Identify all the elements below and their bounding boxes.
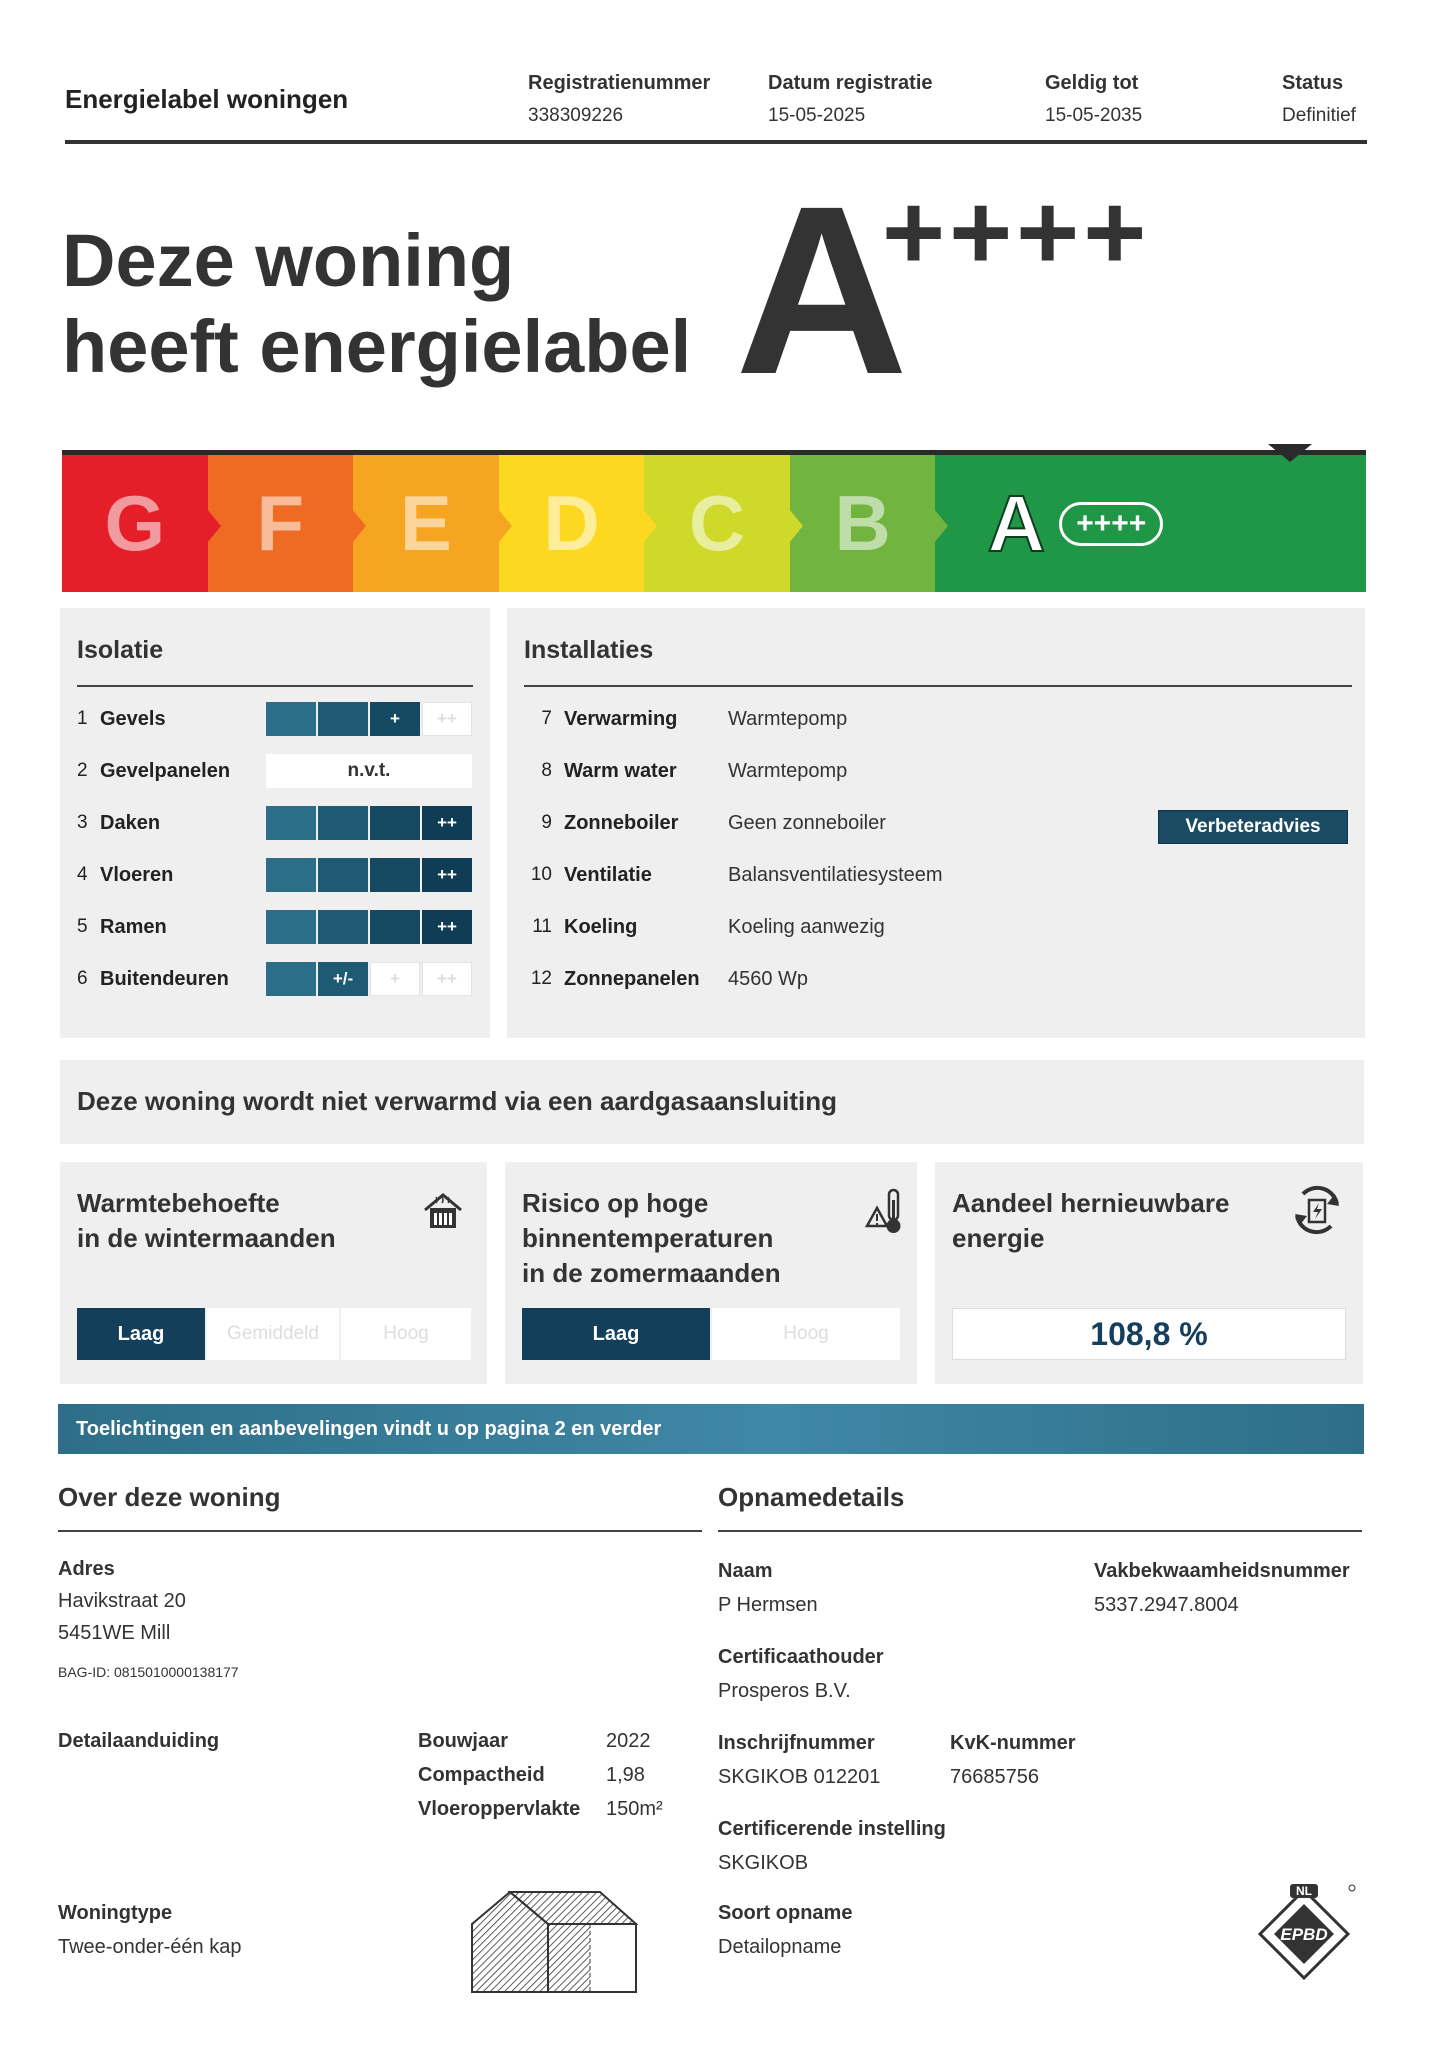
row-number: 7 [541,708,552,729]
level-cell [370,858,420,892]
registratienummer-value: 338309226 [528,105,624,126]
scale-pointer-icon [1268,444,1312,462]
scale-arrow [789,509,803,543]
scale-segment-d [499,455,645,592]
opname-title: Opnamedetails [718,1482,905,1512]
instelling-value: SKGIKOB [718,1852,809,1874]
isolatie-row [77,858,477,892]
geldig-block [1045,72,1142,127]
row-number: 4 [77,864,88,885]
isolatie-row [77,910,477,944]
level-cell [266,702,316,736]
row-label: Verwarming [564,707,678,730]
risico-scale [522,1308,900,1360]
level-mark: ++ [422,806,472,840]
headline [62,218,691,390]
scale-arrow [643,509,657,543]
hernieuwbaar-title [952,1186,1229,1256]
card-title-line: Risico op hoge [522,1188,709,1218]
isolatie-row [77,806,477,840]
insulation-level-bar [266,806,472,840]
row-label: Buitendeuren [100,967,229,990]
installaties-rule [524,685,1352,687]
installatie-row [524,910,1344,944]
bouwjaar-value: 2022 [606,1730,651,1752]
datum-block [768,72,933,127]
row-number: 9 [541,812,552,833]
row-label: Ventilatie [564,863,652,886]
row-number: 1 [77,708,88,729]
card-title-line: Warmtebehoefte [77,1188,280,1218]
woningtype-value: Twee-onder-één kap [58,1936,242,1958]
scale-segment-g [62,455,208,592]
isolatie-row [77,754,477,788]
level-cell [318,910,368,944]
vakbekwaamheid-value: 5337.2947.8004 [1094,1594,1239,1616]
scale-letter-g: G [104,479,166,567]
scale-arrow [207,509,221,543]
registratienummer-label: Registratienummer [528,72,711,94]
status-value: Definitief [1282,105,1356,126]
option-gemiddeld: Gemiddeld [207,1308,339,1360]
scale-letter-c: C [688,479,746,567]
option-laag: Laag [522,1308,710,1360]
renewable-energy-icon [1289,1182,1345,1238]
row-value: Warmtepomp [728,759,848,782]
naam-value: P Hermsen [718,1594,818,1616]
warmtebehoefte-title [77,1186,336,1256]
level-ghost: + [370,962,420,996]
naam-label: Naam [718,1560,773,1582]
row-label: Zonnepanelen [564,967,700,990]
row-value: Geen zonneboiler [728,811,886,834]
installatie-row [524,754,1344,788]
installatie-row [524,962,1344,996]
insulation-level-bar [266,962,472,996]
row-number: 8 [541,760,552,781]
warmtebehoefte-card [60,1162,487,1384]
level-cell [266,962,316,996]
insulation-level-bar [266,858,472,892]
row-value: 4560 Wp [728,967,809,990]
detail-label: Detailaanduiding [58,1730,220,1752]
woning-title: Over deze woning [58,1482,281,1512]
level-mark: ++ [422,910,472,944]
datum-label: Datum registratie [768,72,933,94]
row-label: Ramen [100,915,167,938]
card-title-line: in de wintermaanden [77,1223,336,1253]
woningtype-label: Woningtype [58,1902,173,1924]
house-heating-icon [422,1190,464,1232]
row-label: Vloeren [100,863,174,886]
card-title-line: in de zomermaanden [522,1258,781,1288]
level-cell [266,806,316,840]
level-cell [318,806,368,840]
scale-segment-c [644,455,790,592]
card-title-line: binnentemperaturen [522,1223,774,1253]
status-block [1282,72,1356,127]
scale-arrow [352,509,366,543]
scale-segment-f [208,455,354,592]
isolatie-title: Isolatie [77,636,164,664]
adres-label: Adres [58,1558,115,1580]
semi-detached-house-icon [470,1884,638,1996]
row-label: Zonneboiler [564,811,679,834]
option-hoog: Hoog [712,1308,900,1360]
scale-letter-e: E [399,479,452,567]
vloeroppervlakte-value: 150m² [606,1798,663,1820]
woning-rule [58,1530,702,1532]
insulation-level-bar [266,910,472,944]
row-label: Daken [100,811,161,834]
gas-statement: Deze woning wordt niet verwarmd via een aardgasaansluiting [77,1086,837,1116]
row-value: Balansventilatiesysteem [728,863,943,886]
risico-title [522,1186,781,1291]
installatie-row [524,702,1344,736]
isolatie-row [77,962,477,996]
info-banner[interactable]: Toelichtingen en aanbevelingen vindt u op pagina 2 en verder [58,1404,1364,1454]
row-label: Gevelpanelen [100,759,231,782]
option-hoog: Hoog [341,1308,471,1360]
scale-letter-a: A [987,478,1046,568]
adres-line2: 5451WE Mill [58,1622,171,1644]
row-label: Warm water [564,759,677,782]
geldig-label: Geldig tot [1045,72,1139,94]
row-number: 5 [77,916,88,937]
insulation-level-bar [266,702,472,736]
installatie-row [524,858,1344,892]
scale-arrow [498,509,512,543]
card-title-line: energie [952,1223,1045,1253]
epbd-name: EPBD [1280,1925,1328,1944]
scale-arrow [934,509,948,543]
kvk-value: 76685756 [950,1766,1039,1788]
isolatie-rule [77,685,473,687]
row-number: 10 [530,864,552,885]
energy-label-plus: ++++ [882,171,1151,292]
scale-letter-f: F [256,479,305,567]
compactheid-value: 1,98 [606,1764,645,1786]
level-cell [266,858,316,892]
scale-letter-d: D [543,479,600,567]
risico-card [505,1162,917,1384]
headline-line2: heeft energielabel [62,305,692,388]
compactheid-label: Compactheid [418,1764,545,1786]
adres-line1: Havikstraat 20 [58,1590,186,1612]
row-number: 6 [77,968,88,989]
hernieuwbaar-value: 108,8 % [952,1308,1346,1360]
scale-letter-b: B [834,479,891,567]
installaties-title: Installaties [524,636,654,664]
soort-opname-label: Soort opname [718,1902,853,1924]
scale-plus-badge: ++++ [1059,502,1163,546]
epbd-logo [1248,1882,1360,1992]
row-label: Gevels [100,707,166,730]
energy-scale [62,450,1366,592]
level-cell [318,702,368,736]
bouwjaar-label: Bouwjaar [418,1730,509,1752]
soort-opname-value: Detailopname [718,1936,842,1958]
isolatie-row [77,702,477,736]
header-divider [65,140,1367,144]
thermometer-warning-icon [865,1186,905,1236]
geldig-value: 15-05-2035 [1045,105,1143,126]
option-laag: Laag [77,1308,205,1360]
row-number: 11 [532,916,552,937]
vloeroppervlakte-label: Vloeroppervlakte [418,1798,581,1820]
level-cell [370,910,420,944]
hernieuwbaar-card [935,1162,1363,1384]
scale-segment-a-active [935,455,1366,592]
document-title: Energielabel woningen [65,84,349,114]
certificaathouder-value: Prosperos B.V. [718,1680,851,1702]
warmtebehoefte-scale [77,1308,471,1360]
scale-segment-e [353,455,499,592]
row-value: Warmtepomp [728,707,848,730]
not-applicable: n.v.t. [266,754,472,788]
level-mark: +/- [318,962,368,996]
row-number: 3 [77,812,88,833]
level-cell [318,858,368,892]
certificaathouder-label: Certificaathouder [718,1646,884,1668]
vakbekwaamheid-label: Vakbekwaamheidsnummer [1094,1560,1350,1582]
inschrijfnummer-value: SKGIKOB 012201 [718,1766,881,1788]
datum-value: 15-05-2025 [768,105,866,126]
kvk-label: KvK-nummer [950,1732,1076,1754]
bag-id: BAG-ID: 0815010000138177 [58,1664,239,1680]
level-ghost: ++ [422,962,472,996]
level-mark: + [370,702,420,736]
inschrijfnummer-label: Inschrijfnummer [718,1732,875,1754]
row-label: Koeling [564,915,638,938]
registratienummer-block [528,72,710,127]
epbd-country: NL [1296,1884,1312,1898]
row-value: Koeling aanwezig [728,915,885,938]
headline-line1: Deze woning [62,219,515,302]
level-mark: ++ [422,858,472,892]
instelling-label: Certificerende instelling [718,1818,946,1840]
level-ghost: ++ [422,702,472,736]
level-cell [370,806,420,840]
isolatie-panel [60,608,490,1038]
opname-rule [718,1530,1362,1532]
level-cell [266,910,316,944]
scale-segment-b [790,455,936,592]
gas-panel [60,1060,1364,1144]
card-title-line: Aandeel hernieuwbare [952,1188,1230,1218]
energy-label-letter: A [735,156,909,424]
verbeteradvies-button[interactable]: Verbeteradvies [1158,810,1348,844]
row-number: 12 [530,968,552,989]
row-number: 2 [77,760,88,781]
status-label: Status [1282,72,1344,94]
